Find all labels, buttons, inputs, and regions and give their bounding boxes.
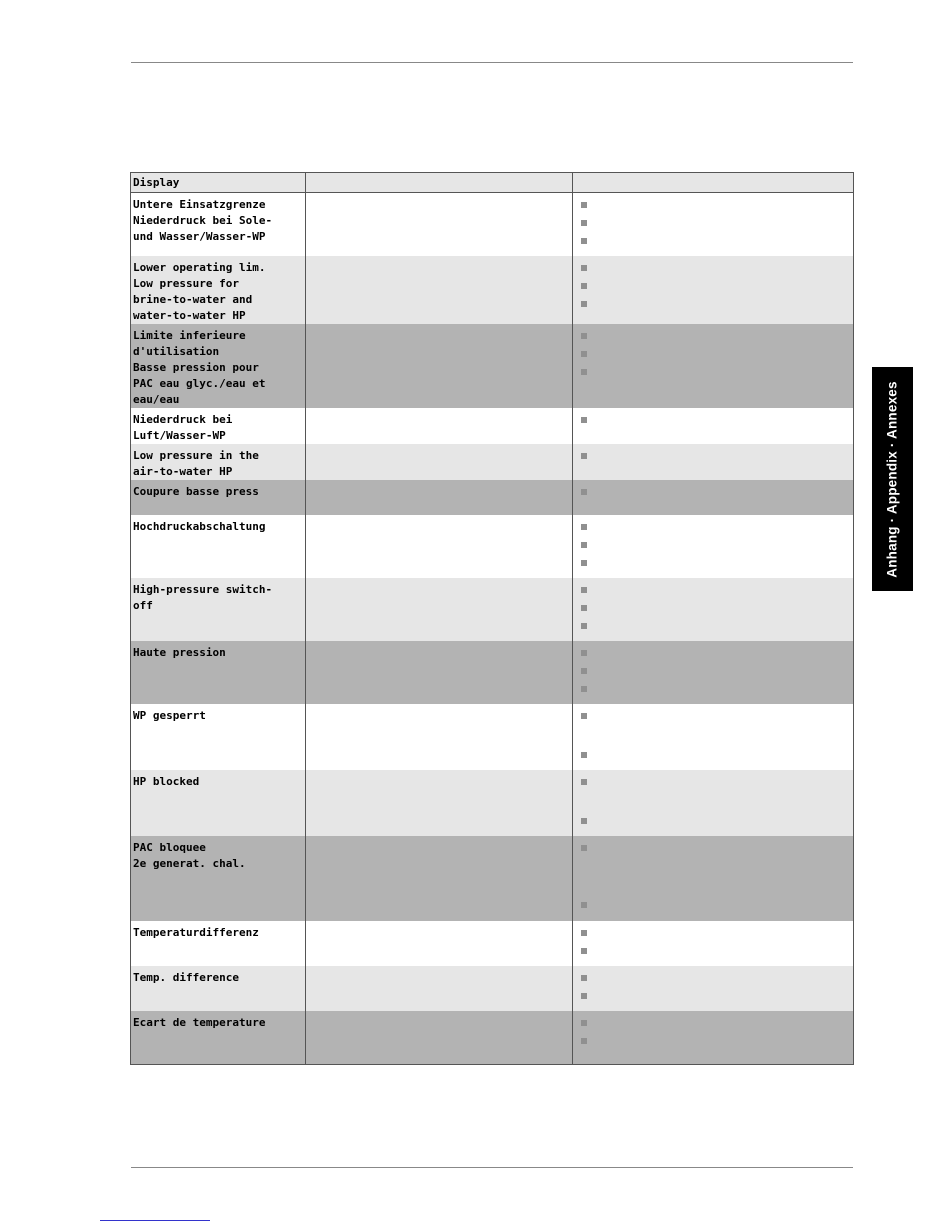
list-bullet bbox=[581, 1038, 587, 1044]
description-cell bbox=[306, 966, 573, 1011]
table-header-row bbox=[131, 173, 854, 193]
display-text: Temp. difference bbox=[133, 971, 239, 984]
display-cell bbox=[131, 966, 306, 1011]
display-text: und Wasser/Wasser-WP bbox=[133, 230, 266, 243]
display-text: Luft/Wasser-WP bbox=[133, 429, 226, 442]
description-cell bbox=[306, 444, 573, 480]
table-row bbox=[131, 770, 854, 836]
table-row bbox=[131, 480, 854, 515]
list-bullet bbox=[581, 453, 587, 459]
list-bullet bbox=[581, 686, 587, 692]
list-bullet bbox=[581, 948, 587, 954]
display-text: HP blocked bbox=[133, 775, 200, 788]
display-cell bbox=[131, 641, 306, 704]
display-text: Hochdruckabschaltung bbox=[133, 520, 266, 533]
list-bullet bbox=[581, 930, 587, 936]
table-row bbox=[131, 641, 854, 704]
description-cell bbox=[306, 1011, 573, 1064]
display-text: Coupure basse press bbox=[133, 485, 259, 498]
measures-cell bbox=[573, 921, 854, 966]
display-cell bbox=[131, 256, 306, 324]
measures-cell bbox=[573, 1011, 854, 1064]
measures-cell bbox=[573, 444, 854, 480]
list-bullet bbox=[581, 489, 587, 495]
list-bullet bbox=[581, 818, 587, 824]
display-text: PAC bloquee bbox=[133, 841, 206, 854]
display-cell bbox=[131, 770, 306, 836]
display-text: Untere Einsatzgrenze bbox=[133, 198, 266, 211]
list-bullet bbox=[581, 902, 587, 908]
list-bullet bbox=[581, 975, 587, 981]
list-bullet bbox=[581, 752, 587, 758]
list-bullet bbox=[581, 605, 587, 611]
measures-cell bbox=[573, 966, 854, 1011]
measures-cell bbox=[573, 641, 854, 704]
footnote-rule bbox=[100, 1220, 210, 1221]
display-text: Niederdruck bei bbox=[133, 413, 233, 426]
description-cell bbox=[306, 408, 573, 444]
display-cell bbox=[131, 921, 306, 966]
list-bullet bbox=[581, 524, 587, 530]
list-bullet bbox=[581, 650, 587, 656]
list-bullet bbox=[581, 265, 587, 271]
measures-cell bbox=[573, 408, 854, 444]
display-text: off bbox=[133, 599, 153, 612]
description-cell bbox=[306, 324, 573, 408]
display-cell bbox=[131, 193, 306, 257]
display-text: d'utilisation bbox=[133, 345, 220, 358]
description-cell bbox=[306, 480, 573, 515]
display-text: PAC eau glyc./eau et bbox=[133, 377, 266, 390]
description-cell bbox=[306, 836, 573, 921]
table-row bbox=[131, 921, 854, 966]
display-table bbox=[130, 172, 854, 1065]
display-cell bbox=[131, 408, 306, 444]
display-text: air-to-water HP bbox=[133, 465, 233, 478]
display-cell bbox=[131, 444, 306, 480]
display-cell bbox=[131, 836, 306, 921]
description-cell bbox=[306, 578, 573, 641]
list-bullet bbox=[581, 220, 587, 226]
list-bullet bbox=[581, 993, 587, 999]
table-body bbox=[131, 193, 854, 1065]
measures-cell bbox=[573, 256, 854, 324]
display-text: Temperaturdifferenz bbox=[133, 926, 259, 939]
column-header-display: Display bbox=[131, 173, 306, 193]
list-bullet bbox=[581, 351, 587, 357]
list-bullet bbox=[581, 202, 587, 208]
measures-cell bbox=[573, 480, 854, 515]
description-cell bbox=[306, 193, 573, 257]
measures-cell bbox=[573, 770, 854, 836]
table-row bbox=[131, 704, 854, 770]
measures-cell bbox=[573, 836, 854, 921]
section-tab bbox=[872, 367, 913, 591]
display-text: Low pressure in the bbox=[133, 449, 259, 462]
list-bullet bbox=[581, 668, 587, 674]
display-text: Basse pression pour bbox=[133, 361, 259, 374]
list-bullet bbox=[581, 301, 587, 307]
display-text: Limite inferieure bbox=[133, 329, 246, 342]
list-bullet bbox=[581, 1020, 587, 1026]
display-cell bbox=[131, 1011, 306, 1064]
table-row bbox=[131, 515, 854, 578]
list-bullet bbox=[581, 779, 587, 785]
table-row bbox=[131, 408, 854, 444]
description-cell bbox=[306, 704, 573, 770]
column-header-2 bbox=[306, 173, 573, 193]
display-cell bbox=[131, 324, 306, 408]
list-bullet bbox=[581, 845, 587, 851]
display-text: Ecart de temperature bbox=[133, 1016, 266, 1029]
display-text: Low pressure for bbox=[133, 277, 239, 290]
display-cell bbox=[131, 704, 306, 770]
measures-cell bbox=[573, 515, 854, 578]
measures-cell bbox=[573, 578, 854, 641]
display-cell bbox=[131, 480, 306, 515]
description-cell bbox=[306, 770, 573, 836]
header-rule bbox=[131, 62, 853, 63]
list-bullet bbox=[581, 623, 587, 629]
display-text: 2e generat. chal. bbox=[133, 857, 246, 870]
table-row bbox=[131, 1011, 854, 1064]
column-header-3 bbox=[573, 173, 854, 193]
display-text: Niederdruck bei Sole- bbox=[133, 214, 273, 227]
display-text: Haute pression bbox=[133, 646, 226, 659]
list-bullet bbox=[581, 713, 587, 719]
list-bullet bbox=[581, 283, 587, 289]
table-row bbox=[131, 966, 854, 1011]
table-row bbox=[131, 324, 854, 408]
display-text: brine-to-water and bbox=[133, 293, 253, 306]
measures-cell bbox=[573, 704, 854, 770]
table-row bbox=[131, 578, 854, 641]
display-text: eau/eau bbox=[133, 393, 180, 406]
description-cell bbox=[306, 921, 573, 966]
list-bullet bbox=[581, 542, 587, 548]
table-row bbox=[131, 836, 854, 921]
table-row bbox=[131, 444, 854, 480]
description-cell bbox=[306, 515, 573, 578]
description-cell bbox=[306, 641, 573, 704]
display-text: WP gesperrt bbox=[133, 709, 206, 722]
list-bullet bbox=[581, 417, 587, 423]
display-cell bbox=[131, 515, 306, 578]
list-bullet bbox=[581, 238, 587, 244]
list-bullet bbox=[581, 560, 587, 566]
section-tab-label: Anhang · Appendix · Annexes bbox=[885, 380, 901, 578]
measures-cell bbox=[573, 193, 854, 257]
description-cell bbox=[306, 256, 573, 324]
table-row bbox=[131, 256, 854, 324]
display-cell bbox=[131, 578, 306, 641]
display-text: water-to-water HP bbox=[133, 309, 246, 322]
list-bullet bbox=[581, 333, 587, 339]
measures-cell bbox=[573, 324, 854, 408]
display-text: High-pressure switch- bbox=[133, 583, 273, 596]
table-row bbox=[131, 193, 854, 257]
footer-rule bbox=[131, 1167, 853, 1168]
display-text: Lower operating lim. bbox=[133, 261, 266, 274]
list-bullet bbox=[581, 369, 587, 375]
list-bullet bbox=[581, 587, 587, 593]
